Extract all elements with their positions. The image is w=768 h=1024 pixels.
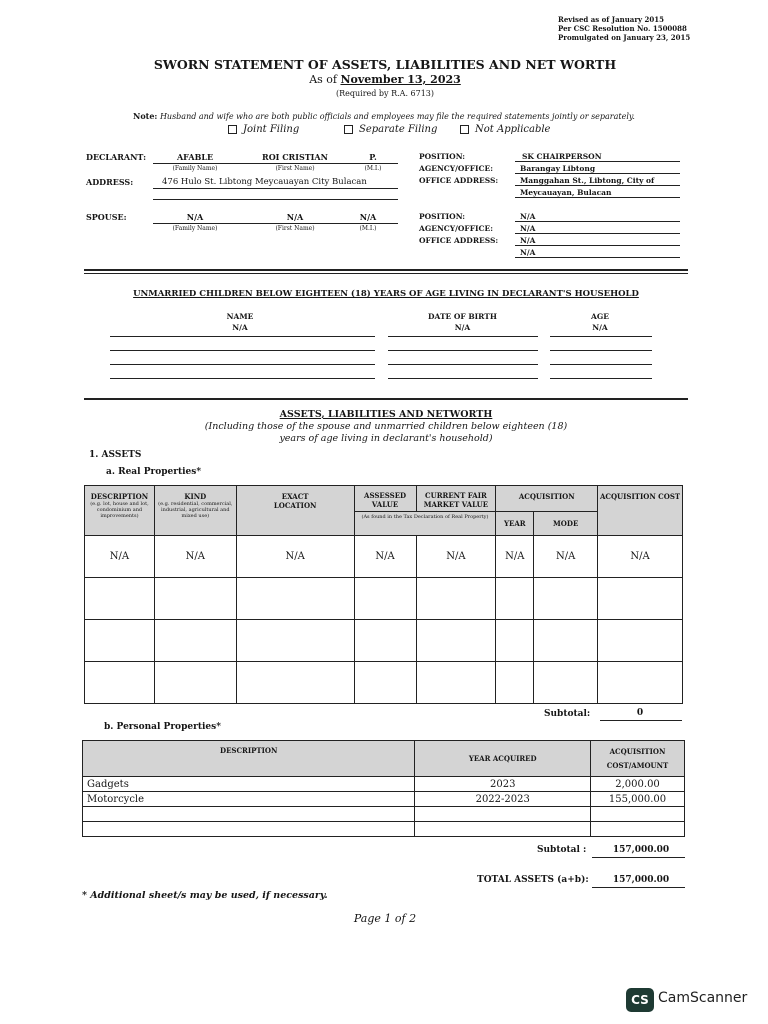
revision-line: Per CSC Resolution No. 1500088 (558, 24, 687, 33)
personal-year: 2022-2023 (415, 792, 591, 807)
spouse-office-line1: N/A (520, 236, 536, 245)
personal-header-year: YEAR ACQUIRED (415, 741, 591, 777)
checkbox-icon (344, 125, 353, 134)
children-name-value: N/A (232, 323, 248, 332)
children-age-header: AGE (591, 312, 609, 321)
spouse-first-caption: (First Name) (275, 225, 315, 232)
declarant-label: DECLARANT: (86, 152, 147, 162)
real-header-location: EXACT LOCATION (236, 486, 354, 536)
filing-option-separate[interactable] (344, 124, 437, 135)
personal-subtotal-label: Subtotal : (537, 845, 587, 855)
children-line (388, 336, 538, 337)
page-number: Page 1 of 2 (353, 912, 417, 925)
declarant-agency: Barangay Libtong (520, 164, 596, 173)
header-note: (e.g. lot, house and lot, condominium and improvements) (90, 501, 149, 519)
header-note: (e.g. residential, commercial, industrial, agricultural and mixed use) (158, 501, 233, 519)
children-line (110, 336, 375, 337)
document-title: SWORN STATEMENT OF ASSETS, LIABILITIES AND NET WORTH (153, 57, 617, 72)
real-header-mode: MODE (534, 512, 598, 536)
personal-properties-table (82, 740, 685, 837)
declarant-first-caption: (First Name) (275, 165, 315, 172)
real-subtotal-line (600, 720, 682, 721)
real-header-description (85, 486, 155, 536)
personal-header-cost: ACQUISITION COST/AMOUNT (591, 741, 685, 777)
checkbox-icon (228, 125, 237, 134)
table-row (85, 578, 683, 620)
declarant-family-name: AFABLE (176, 152, 214, 162)
real-subtotal-value: 0 (636, 708, 644, 718)
spouse-label: SPOUSE: (86, 212, 127, 222)
children-line (388, 350, 538, 351)
personal-description: Motorcycle (83, 792, 415, 807)
personal-cost: 2,000.00 (591, 777, 685, 792)
spouse-office-line-2 (515, 257, 680, 258)
spouse-name-line (153, 223, 398, 224)
spouse-office-line2: N/A (520, 248, 536, 257)
spouse-family-name: N/A (186, 212, 204, 222)
real-cell: N/A (85, 536, 155, 578)
spouse-family-caption: (Family Name) (172, 225, 218, 232)
personal-cost: 155,000.00 (591, 792, 685, 807)
real-cell: N/A (416, 536, 496, 578)
position-label: POSITION: (419, 152, 466, 161)
spouse-agency: N/A (520, 224, 536, 233)
header-text: KIND (184, 492, 207, 501)
children-dob-header: DATE OF BIRTH (428, 312, 497, 321)
header-text: DESCRIPTION (90, 492, 149, 501)
section-separator-thin (84, 273, 688, 274)
table-row (83, 777, 685, 792)
agency-label: AGENCY/OFFICE: (419, 164, 494, 173)
table-row (83, 822, 685, 837)
children-line (550, 350, 652, 351)
real-header-market: CURRENT FAIR MARKET VALUE (416, 486, 496, 512)
required-by: (Required by R.A. 6713) (335, 89, 435, 98)
declarant-name-line (153, 163, 398, 164)
as-of-prefix: As of (309, 73, 341, 86)
real-properties-table (84, 485, 683, 704)
spouse-first-name: N/A (286, 212, 304, 222)
personal-subtotal-line (592, 857, 685, 858)
table-row (83, 807, 685, 822)
total-assets-value: 157,000.00 (612, 875, 670, 885)
footnote: * Additional sheet/s may be used, if necessary. (82, 890, 328, 901)
address-line (153, 188, 398, 189)
children-age-value: N/A (592, 323, 608, 332)
as-of-date: November 13, 2023 (340, 73, 461, 86)
assets-title: ASSETS, LIABILITIES AND NETWORTH (279, 409, 493, 420)
office-address-label: OFFICE ADDRESS: (419, 176, 499, 185)
children-dob-value: N/A (454, 323, 471, 332)
note-text: Husband and wife who are both public officials and employees may file the required statements jointly or separately. (159, 112, 635, 121)
declarant-office-line1: Manggahan St., Libtong, City of (520, 176, 655, 185)
real-cell: N/A (154, 536, 236, 578)
personal-description: Gadgets (83, 777, 415, 792)
office-line-2 (515, 197, 680, 198)
spouse-position-line (515, 221, 680, 222)
declarant-first-name: ROI CRISTIAN (262, 152, 328, 162)
address-label: ADDRESS: (86, 177, 134, 187)
personal-subtotal-value: 157,000.00 (612, 845, 670, 855)
revision-line: Promulgated on January 23, 2015 (558, 33, 691, 42)
assets-section-heading: 1. ASSETS (89, 450, 142, 460)
as-of-line (200, 73, 570, 86)
real-header-year: YEAR (496, 512, 534, 536)
spouse-office-line (515, 245, 680, 246)
spouse-mi-caption: (M.I.) (359, 225, 377, 232)
real-subtotal-label: Subtotal: (544, 709, 591, 719)
real-cell: N/A (496, 536, 534, 578)
personal-properties-label: b. Personal Properties* (104, 722, 221, 732)
declarant-address: 476 Hulo St. Libtong Meycauayan City Bulacan (162, 177, 367, 187)
real-header-kind (154, 486, 236, 536)
table-row (85, 662, 683, 704)
revision-line: Revised as of January 2015 (558, 15, 664, 24)
children-line (388, 378, 538, 379)
real-cell: N/A (236, 536, 354, 578)
filing-note (133, 111, 653, 121)
camscanner-watermark: CamScanner (658, 990, 748, 1006)
declarant-position: SK CHAIRPERSON (522, 152, 602, 161)
table-row (85, 536, 683, 578)
option-label: Joint Filing (243, 124, 300, 135)
section-separator (84, 398, 688, 400)
option-label: Separate Filing (359, 124, 438, 135)
declarant-mi: P. (369, 152, 377, 162)
spouse-office-label: OFFICE ADDRESS: (419, 236, 499, 245)
note-label: Note: (133, 111, 158, 121)
spouse-agency-label: AGENCY/OFFICE: (419, 224, 494, 233)
spouse-agency-line (515, 233, 680, 234)
table-row (85, 620, 683, 662)
children-line (110, 378, 375, 379)
children-line (550, 378, 652, 379)
declarant-family-caption: (Family Name) (172, 165, 218, 172)
real-properties-label: a. Real Properties* (106, 467, 202, 477)
position-line (515, 161, 680, 162)
table-row (83, 792, 685, 807)
real-cell: N/A (534, 536, 598, 578)
assets-subtitle-2: years of age living in declarant's household) (279, 433, 493, 444)
real-header-value-note: (As found in the Tax Declaration of Real Property) (354, 512, 496, 536)
personal-year: 2023 (415, 777, 591, 792)
real-header-assessed: ASSESSED VALUE (354, 486, 416, 512)
spouse-position-label: POSITION: (419, 212, 466, 221)
filing-option-joint[interactable] (228, 124, 299, 135)
children-line (550, 336, 652, 337)
children-title: UNMARRIED CHILDREN BELOW EIGHTEEN (18) YEARS OF AGE LIVING IN DECLARANT'S HOUSEHOLD (133, 289, 639, 299)
office-line (515, 185, 680, 186)
children-name-header: NAME (226, 312, 254, 321)
real-header-acquisition: ACQUISITION (496, 486, 598, 512)
spouse-position: N/A (520, 212, 536, 221)
personal-header-description: DESCRIPTION (83, 741, 415, 777)
real-header-cost: ACQUISITION COST (598, 486, 683, 536)
children-line (110, 350, 375, 351)
total-assets-line (592, 887, 685, 888)
assets-subtitle-1: (Including those of the spouse and unmarried children below eighteen (18) (204, 421, 568, 432)
children-line (110, 364, 375, 365)
real-cell: N/A (354, 536, 416, 578)
spouse-mi: N/A (359, 212, 377, 222)
camscanner-logo-icon: CS (626, 988, 654, 1012)
option-label: Not Applicable (475, 124, 551, 135)
children-line (550, 364, 652, 365)
revision-note (558, 15, 690, 42)
filing-option-not-applicable[interactable] (460, 124, 550, 135)
real-cell: N/A (598, 536, 683, 578)
address-line-2 (153, 199, 398, 200)
section-separator (84, 269, 688, 271)
checkbox-icon (460, 125, 469, 134)
agency-line (515, 173, 680, 174)
declarant-office-line2: Meycauayan, Bulacan (520, 188, 612, 197)
children-line (388, 364, 538, 365)
declarant-mi-caption: (M.I.) (364, 165, 382, 172)
total-assets-label: TOTAL ASSETS (a+b): (477, 875, 589, 885)
